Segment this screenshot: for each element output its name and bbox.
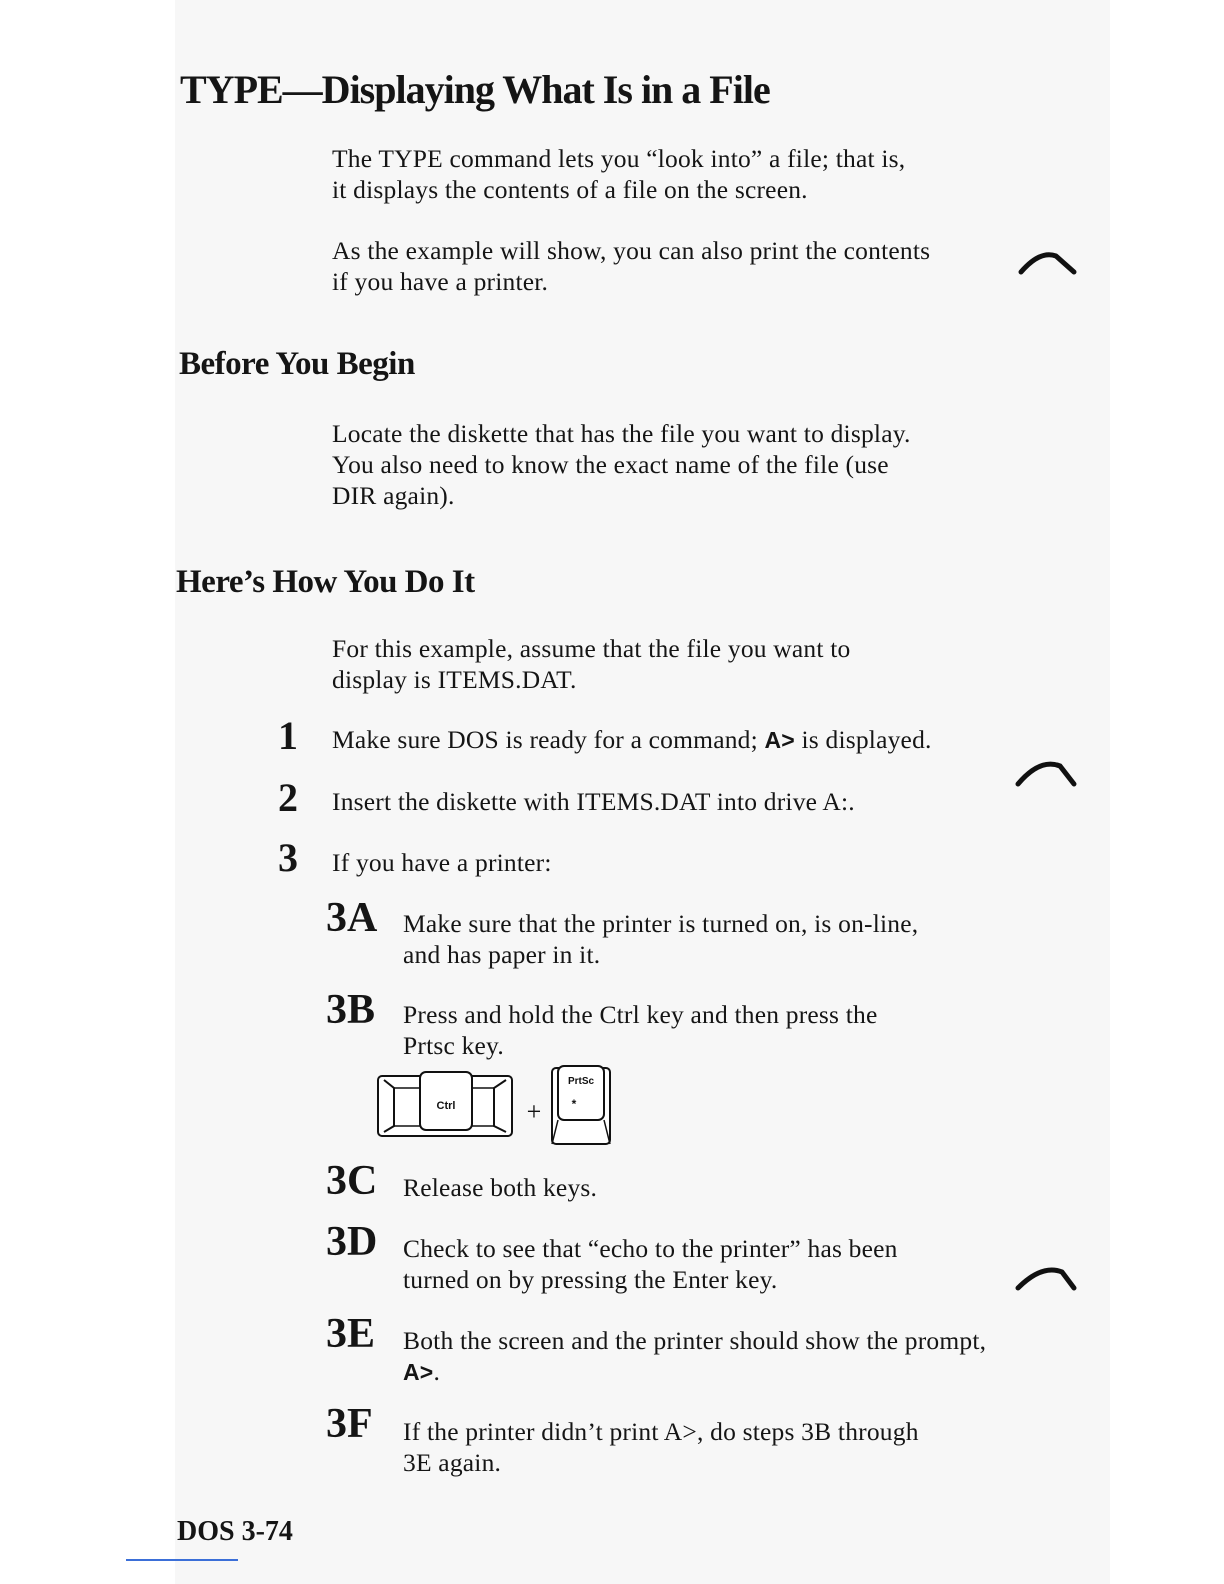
intro-line: The TYPE command lets you “look into” a file; that is,: [332, 144, 906, 173]
substep-text: [403, 1233, 898, 1295]
substep-number: 3B: [326, 987, 376, 1033]
section-heading-before: Before You Begin: [179, 346, 415, 382]
step-text-part: Make sure DOS is ready for a command;: [332, 725, 765, 754]
howto-line: For this example, assume that the file you want to: [332, 634, 851, 663]
substep-text: [403, 1172, 597, 1203]
intro2-line: if you have a printer.: [332, 267, 549, 296]
ctrl-key-label: Ctrl: [436, 1100, 456, 1112]
substep-line-end: .: [433, 1357, 441, 1386]
substep-text: [403, 1416, 919, 1478]
prtsc-key-symbol: *: [571, 1097, 577, 1111]
substep-text: [403, 999, 878, 1061]
substep-line: Both the screen and the printer should show the prompt,: [403, 1326, 987, 1355]
substep-line: Prtsc key.: [403, 1031, 504, 1060]
step-number: 3: [278, 835, 298, 880]
substep-number: 3F: [326, 1401, 373, 1447]
substep-line: [403, 1356, 986, 1388]
substep-line: and has paper in it.: [403, 940, 601, 969]
step-text-part: is displayed.: [794, 725, 932, 754]
step-text: If you have a printer:: [332, 848, 552, 877]
change-bar-mark: [1018, 246, 1078, 276]
ctrl-key-icon: [378, 1072, 512, 1136]
prtsc-key-label: PrtSc: [567, 1076, 595, 1087]
before-line: You also need to know the exact name of the file (use: [332, 450, 889, 479]
change-bar-mark: [1014, 1262, 1078, 1294]
substep-line: 3E again.: [403, 1448, 502, 1477]
substep-line: turned on by pressing the Enter key.: [403, 1265, 778, 1294]
prtsc-key-icon: [552, 1066, 610, 1144]
before-paragraph: [332, 418, 911, 511]
change-bar-mark: [1014, 756, 1078, 788]
howto-line: display is ITEMS.DAT.: [332, 665, 577, 694]
intro-paragraph: [332, 143, 905, 205]
plus-sign: +: [526, 1097, 542, 1126]
substep-line: Release both keys.: [403, 1173, 598, 1202]
substep-line: If the printer didn’t print A>, do steps 3B through: [403, 1417, 919, 1446]
intro2-line: As the example will show, you can also print the contents: [332, 236, 931, 265]
step-number: 1: [278, 713, 298, 758]
substep-text: [403, 908, 918, 970]
substep-line: Make sure that the printer is turned on, is on-line,: [403, 909, 919, 938]
step-text: Insert the diskette with ITEMS.DAT into drive A:.: [332, 787, 855, 816]
ctrl-prtsc-keys-illustration: [376, 1064, 616, 1148]
substep-number: 3C: [326, 1158, 378, 1204]
dos-prompt: A>: [403, 1359, 434, 1385]
section-heading-howto: Here’s How You Do It: [176, 564, 475, 600]
substep-number: 3E: [326, 1311, 376, 1357]
substep-line: Press and hold the Ctrl key and then press the: [403, 1000, 878, 1029]
before-line: DIR again).: [332, 481, 455, 510]
footer-rule: [126, 1559, 238, 1561]
intro-paragraph-2: [332, 235, 930, 297]
intro-line: it displays the contents of a file on the screen.: [332, 175, 808, 204]
step-number: 2: [278, 775, 298, 820]
substep-number: 3D: [326, 1219, 378, 1265]
dos-prompt: A>: [764, 727, 795, 753]
howto-paragraph: [332, 633, 850, 695]
before-line: Locate the diskette that has the file you want to display.: [332, 419, 911, 448]
substep-text: [403, 1325, 986, 1388]
substep-number: 3A: [326, 895, 378, 941]
page-footer: DOS 3-74: [177, 1516, 293, 1547]
page-title: TYPE—Displaying What Is in a File: [180, 67, 770, 112]
substep-line: Check to see that “echo to the printer” has been: [403, 1234, 898, 1263]
step-text: [332, 724, 932, 756]
